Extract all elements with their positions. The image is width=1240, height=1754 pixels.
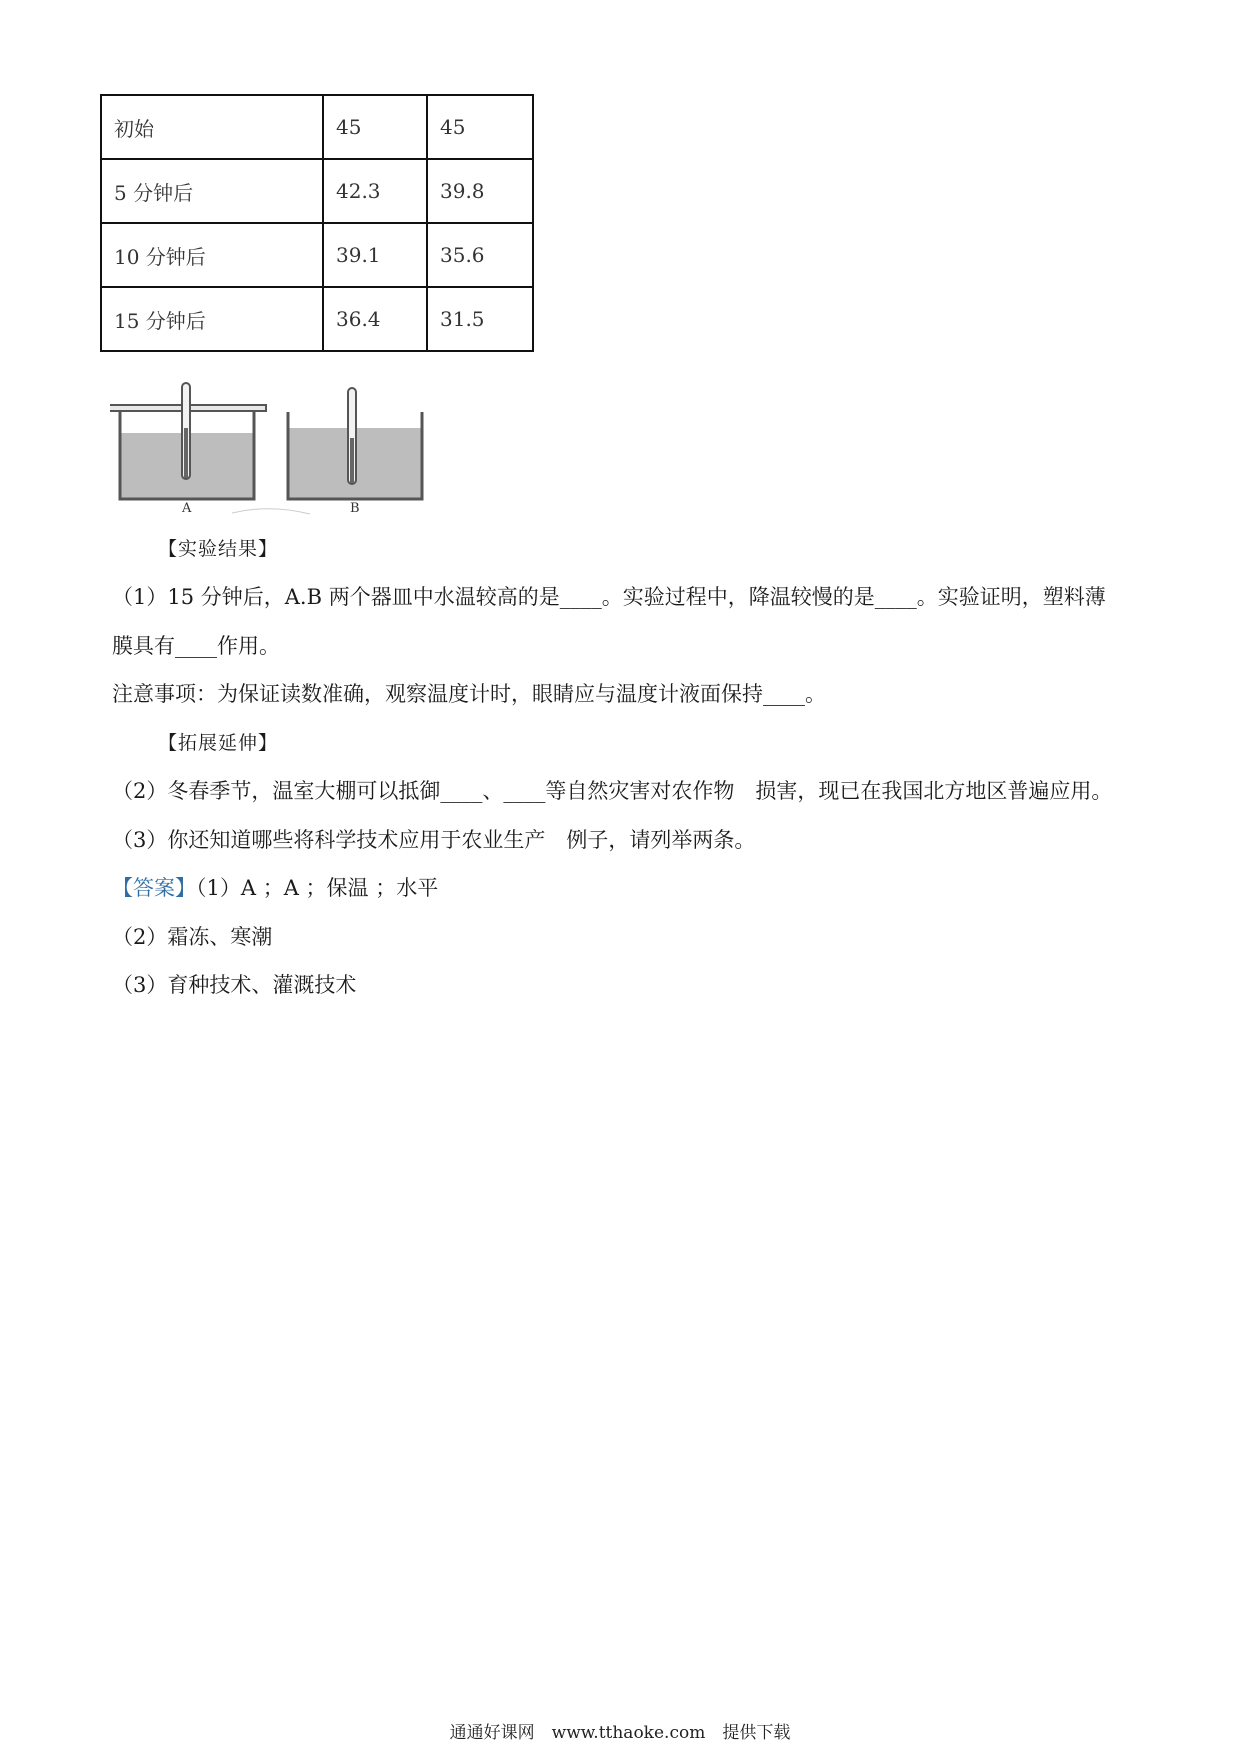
table-cell: 39.8 (427, 159, 533, 223)
table-row (101, 287, 533, 351)
table-cell: 45 (427, 95, 533, 159)
table-cell: 36.4 (323, 287, 427, 351)
container-a (110, 383, 266, 515)
note-text: 注意事项：为保证读数准确，观察温度计时，眼睛应与温度计液面保持____。 (112, 682, 826, 706)
question-2: （2）冬春季节，温室大棚可以抵御____、____等自然灾害对农作物 损害，现已在我国北方地区普遍应用。 (112, 779, 1113, 803)
question-1-line-1: （1）15 分钟后，A.B 两个器皿中水温较高的是____。实验过程中，降温较慢的是____。实验证明，塑料薄 (112, 585, 1106, 609)
container-b (288, 388, 422, 515)
table-cell: 39.1 (323, 223, 427, 287)
page-footer: 通通好课网 www.tthaoke.com 提供下载 (449, 1723, 791, 1743)
table-cell: 42.3 (323, 159, 427, 223)
table-cell: 5 分钟后 (101, 159, 323, 223)
temperature-table (100, 94, 534, 352)
table-row (101, 159, 533, 223)
answer-tag: 【答案】 (112, 876, 196, 900)
table-cell: 31.5 (427, 287, 533, 351)
experiment-figure (110, 380, 480, 515)
question-1-line-2: 膜具有____作用。 (112, 634, 280, 658)
table-cell: 初始 (101, 95, 323, 159)
question-3: （3）你还知道哪些将科学技术应用于农业生产 例子，请列举两条。 (112, 828, 756, 852)
answer-1-text: （1）A ；A ；保温 ；水平 (196, 876, 439, 900)
section-heading-extend: 【拓展延伸】 (158, 732, 279, 754)
section-heading-result: 【实验结果】 (158, 538, 279, 560)
table-cell: 35.6 (427, 223, 533, 287)
label-a: A (182, 501, 192, 515)
label-b: B (350, 501, 360, 515)
table-cell: 45 (323, 95, 427, 159)
table-row (101, 223, 533, 287)
answer-line-1 (112, 872, 438, 904)
table-row (101, 95, 533, 159)
table-cell: 15 分钟后 (101, 287, 323, 351)
answer-line-2: （2）霜冻、寒潮 (112, 925, 273, 949)
table-cell: 10 分钟后 (101, 223, 323, 287)
answer-line-3: （3）育种技术、灌溉技术 (112, 973, 357, 997)
